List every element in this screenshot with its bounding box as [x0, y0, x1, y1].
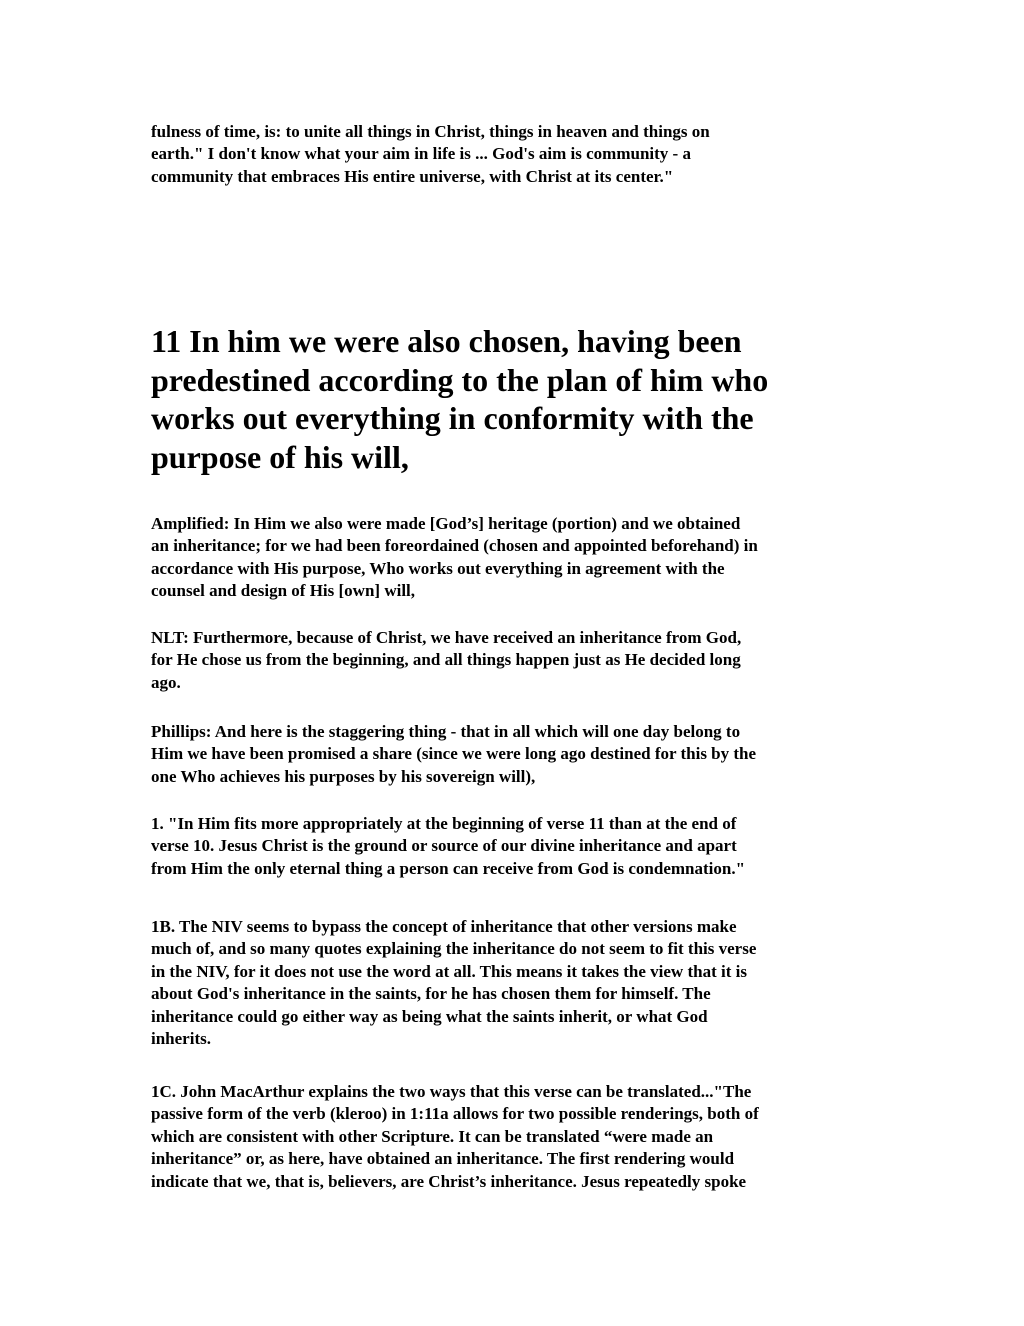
text-line: community that embraces His entire universe, with Christ at its center." — [151, 166, 674, 186]
text-line: indicate that we, that is, believers, are Christ’s inheritance. Jesus repeatedly spoke — [151, 1171, 747, 1191]
text-line: Him we have been promised a share (since we were long ago destined for this by the — [151, 744, 757, 764]
text-line: 1. "In Him fits more appropriately at the beginning of verse 11 than at the end of — [151, 814, 737, 833]
text-line: inherits. — [151, 1029, 211, 1049]
text-line: Amplified: In Him we also were made [God’s] heritage (portion) and we obtained — [151, 514, 741, 533]
text-line: Phillips: And here is the staggering thing - that in all which will one day belong to — [151, 722, 741, 741]
text-line: which are consistent with other Scripture. It can be translated “were made an — [151, 1126, 714, 1146]
phillips-paragraph — [151, 721, 877, 788]
text-line: for He chose us from the beginning, and all things happen just as He decided long — [151, 650, 741, 670]
text-line: an inheritance; for we had been foreordained (chosen and appointed beforehand) in — [151, 536, 758, 556]
note-1c-paragraph — [151, 1081, 877, 1193]
heading-line: purpose of his will, — [151, 438, 409, 475]
text-line: accordance with His purpose, Who works out everything in agreement with the — [151, 558, 725, 578]
text-line: verse 10. Jesus Christ is the ground or source of our divine inheritance and apart — [151, 836, 737, 856]
text-line: 1B. The NIV seems to bypass the concept of inheritance that other versions make — [151, 917, 737, 936]
verse-heading — [151, 322, 871, 476]
text-line: inheritance” or, as here, have obtained an inheritance. The first rendering would — [151, 1149, 735, 1169]
text-line: much of, and so many quotes explaining the inheritance do not seem to fit this verse — [151, 939, 757, 959]
text-line: one Who achieves his purposes by his sovereign will), — [151, 766, 536, 786]
heading-line: 11 In him we were also chosen, having been — [151, 323, 742, 359]
amplified-paragraph — [151, 513, 877, 603]
text-line: inheritance could go either way as being what the saints inherit, or what God — [151, 1006, 708, 1026]
text-line: 1C. John MacArthur explains the two ways that this verse can be translated..."The — [151, 1082, 752, 1101]
text-line: from Him the only eternal thing a person can receive from God is condemnation." — [151, 858, 746, 878]
heading-line: works out everything in conformity with the — [151, 400, 754, 436]
text-line: ago. — [151, 672, 181, 692]
text-line: about God's inheritance in the saints, for he has chosen them for himself. The — [151, 984, 711, 1004]
note-1-paragraph — [151, 813, 877, 880]
text-line: fulness of time, is: to unite all things in Christ, things in heaven and things on — [151, 122, 710, 141]
heading-line: predestined according to the plan of him who — [151, 361, 769, 398]
text-line: earth." I don't know what your aim in life is ... God's aim is community - a — [151, 144, 691, 164]
text-line: in the NIV, for it does not use the word at all. This means it takes the view that it is — [151, 961, 747, 981]
text-line: counsel and design of His [own] will, — [151, 581, 416, 601]
intro-paragraph — [151, 121, 877, 188]
text-line: passive form of the verb (kleroo) in 1:11a allows for two possible renderings, both of — [151, 1104, 759, 1124]
note-1b-paragraph — [151, 916, 877, 1050]
nlt-paragraph — [151, 627, 877, 694]
text-line: NLT: Furthermore, because of Christ, we have received an inheritance from God, — [151, 628, 742, 647]
